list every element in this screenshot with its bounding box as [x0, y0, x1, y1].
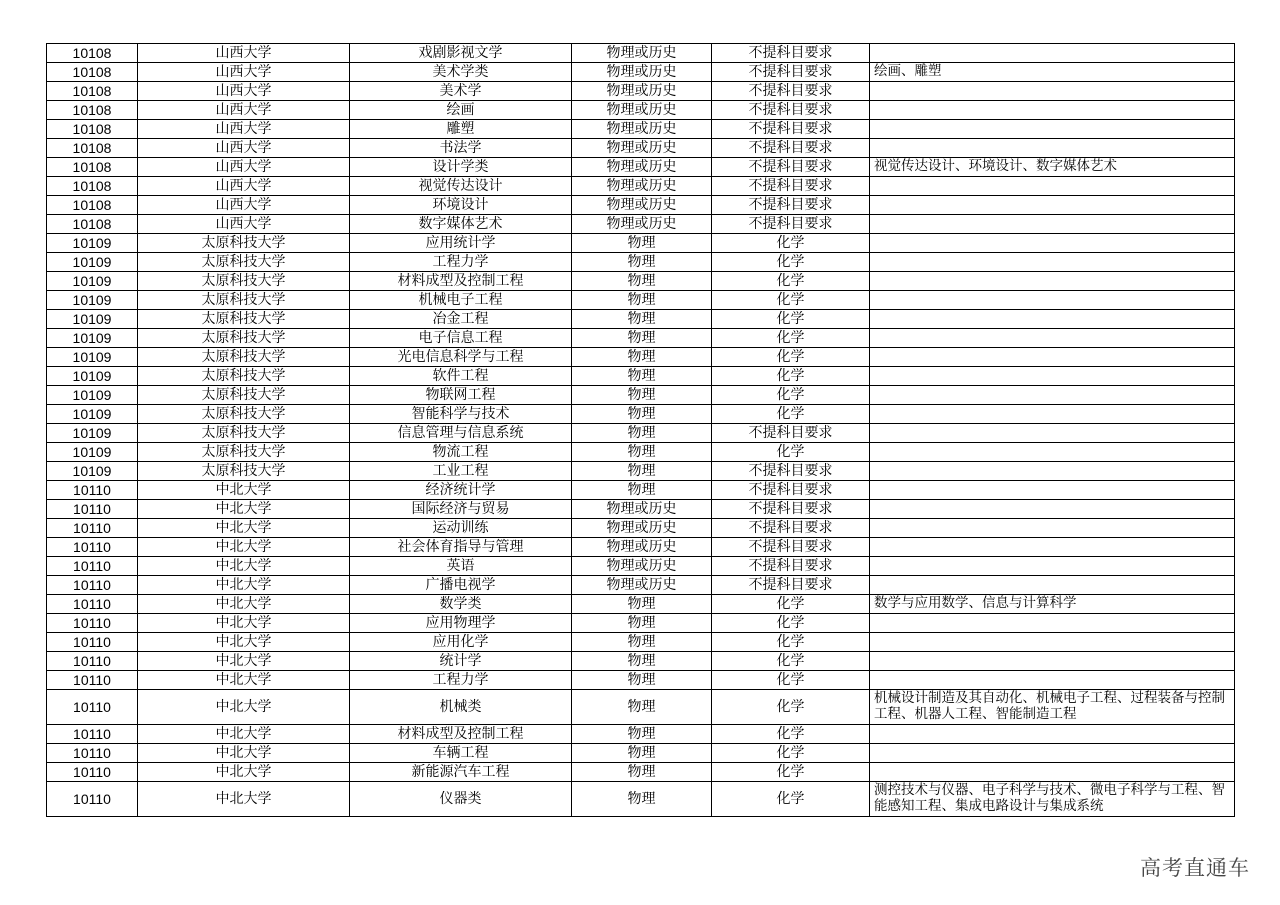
included-majors-cell: 数学与应用数学、信息与计算科学: [870, 595, 1235, 614]
table-row: [47, 500, 1235, 519]
table-row: [47, 329, 1235, 348]
table-row: [47, 763, 1235, 782]
table-row: [47, 671, 1235, 690]
included-majors-cell: [870, 633, 1235, 652]
secondary-subject-cell: 不提科目要求: [712, 82, 870, 101]
included-majors-cell: [870, 329, 1235, 348]
table-row: [47, 576, 1235, 595]
secondary-subject-cell: 不提科目要求: [712, 177, 870, 196]
school-code-cell: 10108: [47, 158, 138, 177]
secondary-subject-cell: 化学: [712, 367, 870, 386]
table-row: [47, 291, 1235, 310]
primary-subject-cell: 物理: [572, 424, 712, 443]
school-code-cell: 10110: [47, 690, 138, 725]
major-name-cell: 雕塑: [350, 120, 572, 139]
table-row: [47, 481, 1235, 500]
table-row: [47, 272, 1235, 291]
major-name-cell: 信息管理与信息系统: [350, 424, 572, 443]
major-name-cell: 物联网工程: [350, 386, 572, 405]
table-row: [47, 782, 1235, 817]
school-name-cell: 山西大学: [138, 196, 350, 215]
major-name-cell: 环境设计: [350, 196, 572, 215]
included-majors-cell: [870, 443, 1235, 462]
primary-subject-cell: 物理: [572, 405, 712, 424]
secondary-subject-cell: 不提科目要求: [712, 519, 870, 538]
school-code-cell: 10108: [47, 120, 138, 139]
primary-subject-cell: 物理: [572, 595, 712, 614]
secondary-subject-cell: 不提科目要求: [712, 139, 870, 158]
major-name-cell: 电子信息工程: [350, 329, 572, 348]
primary-subject-cell: 物理: [572, 671, 712, 690]
school-code-cell: 10108: [47, 44, 138, 63]
primary-subject-cell: 物理或历史: [572, 139, 712, 158]
secondary-subject-cell: 化学: [712, 614, 870, 633]
table-row: [47, 63, 1235, 82]
included-majors-cell: [870, 557, 1235, 576]
school-name-cell: 中北大学: [138, 538, 350, 557]
school-name-cell: 山西大学: [138, 63, 350, 82]
included-majors-cell: [870, 234, 1235, 253]
school-code-cell: 10110: [47, 652, 138, 671]
secondary-subject-cell: 化学: [712, 310, 870, 329]
primary-subject-cell: 物理: [572, 614, 712, 633]
school-name-cell: 中北大学: [138, 671, 350, 690]
school-code-cell: 10109: [47, 443, 138, 462]
primary-subject-cell: 物理: [572, 234, 712, 253]
school-code-cell: 10110: [47, 744, 138, 763]
included-majors-cell: [870, 310, 1235, 329]
school-code-cell: 10110: [47, 671, 138, 690]
included-majors-cell: [870, 763, 1235, 782]
table-row: [47, 424, 1235, 443]
school-name-cell: 中北大学: [138, 576, 350, 595]
primary-subject-cell: 物理: [572, 462, 712, 481]
major-name-cell: 广播电视学: [350, 576, 572, 595]
table-row: [47, 690, 1235, 725]
included-majors-cell: [870, 519, 1235, 538]
included-majors-cell: [870, 348, 1235, 367]
major-name-cell: 美术学: [350, 82, 572, 101]
school-code-cell: 10110: [47, 500, 138, 519]
school-code-cell: 10108: [47, 63, 138, 82]
included-majors-cell: 机械设计制造及其自动化、机械电子工程、过程装备与控制工程、机器人工程、智能制造工程: [870, 690, 1235, 725]
primary-subject-cell: 物理或历史: [572, 196, 712, 215]
secondary-subject-cell: 不提科目要求: [712, 196, 870, 215]
secondary-subject-cell: 化学: [712, 443, 870, 462]
included-majors-cell: [870, 177, 1235, 196]
included-majors-cell: [870, 196, 1235, 215]
table-row: [47, 44, 1235, 63]
school-code-cell: 10109: [47, 329, 138, 348]
included-majors-cell: [870, 500, 1235, 519]
school-code-cell: 10108: [47, 177, 138, 196]
included-majors-cell: [870, 139, 1235, 158]
primary-subject-cell: 物理: [572, 310, 712, 329]
table-body: [47, 44, 1235, 817]
table-row: [47, 614, 1235, 633]
school-code-cell: 10110: [47, 557, 138, 576]
school-code-cell: 10108: [47, 215, 138, 234]
included-majors-cell: [870, 272, 1235, 291]
included-majors-cell: [870, 405, 1235, 424]
included-majors-cell: [870, 576, 1235, 595]
school-name-cell: 中北大学: [138, 725, 350, 744]
school-code-cell: 10110: [47, 614, 138, 633]
school-code-cell: 10110: [47, 576, 138, 595]
school-name-cell: 中北大学: [138, 614, 350, 633]
table-row: [47, 177, 1235, 196]
school-name-cell: 太原科技大学: [138, 462, 350, 481]
secondary-subject-cell: 不提科目要求: [712, 424, 870, 443]
secondary-subject-cell: 化学: [712, 782, 870, 817]
primary-subject-cell: 物理或历史: [572, 519, 712, 538]
table-row: [47, 139, 1235, 158]
secondary-subject-cell: 化学: [712, 291, 870, 310]
table-row: [47, 595, 1235, 614]
major-name-cell: 数学类: [350, 595, 572, 614]
table-row: [47, 82, 1235, 101]
table-row: [47, 215, 1235, 234]
major-name-cell: 光电信息科学与工程: [350, 348, 572, 367]
primary-subject-cell: 物理或历史: [572, 538, 712, 557]
secondary-subject-cell: 不提科目要求: [712, 462, 870, 481]
school-code-cell: 10108: [47, 82, 138, 101]
major-name-cell: 软件工程: [350, 367, 572, 386]
major-name-cell: 工程力学: [350, 671, 572, 690]
school-code-cell: 10110: [47, 782, 138, 817]
primary-subject-cell: 物理: [572, 725, 712, 744]
included-majors-cell: [870, 386, 1235, 405]
school-code-cell: 10109: [47, 272, 138, 291]
major-name-cell: 书法学: [350, 139, 572, 158]
admission-requirements-table: [46, 43, 1235, 817]
table-row: [47, 744, 1235, 763]
school-name-cell: 中北大学: [138, 557, 350, 576]
secondary-subject-cell: 化学: [712, 348, 870, 367]
major-name-cell: 应用统计学: [350, 234, 572, 253]
secondary-subject-cell: 不提科目要求: [712, 557, 870, 576]
major-name-cell: 英语: [350, 557, 572, 576]
secondary-subject-cell: 不提科目要求: [712, 63, 870, 82]
included-majors-cell: 测控技术与仪器、电子科学与技术、微电子科学与工程、智能感知工程、集成电路设计与集成系统: [870, 782, 1235, 817]
school-code-cell: 10109: [47, 234, 138, 253]
school-name-cell: 太原科技大学: [138, 367, 350, 386]
major-name-cell: 物流工程: [350, 443, 572, 462]
school-name-cell: 太原科技大学: [138, 291, 350, 310]
secondary-subject-cell: 不提科目要求: [712, 158, 870, 177]
secondary-subject-cell: 化学: [712, 386, 870, 405]
school-name-cell: 太原科技大学: [138, 348, 350, 367]
major-name-cell: 仪器类: [350, 782, 572, 817]
primary-subject-cell: 物理: [572, 782, 712, 817]
major-name-cell: 运动训练: [350, 519, 572, 538]
secondary-subject-cell: 化学: [712, 725, 870, 744]
school-name-cell: 山西大学: [138, 177, 350, 196]
table-row: [47, 405, 1235, 424]
school-name-cell: 中北大学: [138, 500, 350, 519]
included-majors-cell: 绘画、雕塑: [870, 63, 1235, 82]
table-row: [47, 158, 1235, 177]
table-row: [47, 234, 1235, 253]
school-name-cell: 山西大学: [138, 44, 350, 63]
secondary-subject-cell: 化学: [712, 652, 870, 671]
major-name-cell: 视觉传达设计: [350, 177, 572, 196]
secondary-subject-cell: 不提科目要求: [712, 120, 870, 139]
major-name-cell: 社会体育指导与管理: [350, 538, 572, 557]
major-name-cell: 工程力学: [350, 253, 572, 272]
included-majors-cell: [870, 82, 1235, 101]
school-name-cell: 山西大学: [138, 139, 350, 158]
secondary-subject-cell: 不提科目要求: [712, 538, 870, 557]
primary-subject-cell: 物理或历史: [572, 158, 712, 177]
school-code-cell: 10109: [47, 462, 138, 481]
school-code-cell: 10108: [47, 196, 138, 215]
school-code-cell: 10110: [47, 538, 138, 557]
primary-subject-cell: 物理或历史: [572, 82, 712, 101]
primary-subject-cell: 物理: [572, 348, 712, 367]
included-majors-cell: [870, 725, 1235, 744]
school-name-cell: 太原科技大学: [138, 253, 350, 272]
school-name-cell: 山西大学: [138, 215, 350, 234]
school-name-cell: 太原科技大学: [138, 234, 350, 253]
major-name-cell: 数字媒体艺术: [350, 215, 572, 234]
primary-subject-cell: 物理: [572, 443, 712, 462]
school-code-cell: 10110: [47, 595, 138, 614]
included-majors-cell: [870, 215, 1235, 234]
school-name-cell: 太原科技大学: [138, 386, 350, 405]
included-majors-cell: [870, 101, 1235, 120]
school-code-cell: 10110: [47, 633, 138, 652]
secondary-subject-cell: 化学: [712, 272, 870, 291]
secondary-subject-cell: 化学: [712, 671, 870, 690]
primary-subject-cell: 物理: [572, 744, 712, 763]
school-name-cell: 太原科技大学: [138, 310, 350, 329]
included-majors-cell: [870, 462, 1235, 481]
secondary-subject-cell: 化学: [712, 633, 870, 652]
secondary-subject-cell: 不提科目要求: [712, 101, 870, 120]
primary-subject-cell: 物理或历史: [572, 557, 712, 576]
major-name-cell: 统计学: [350, 652, 572, 671]
school-name-cell: 中北大学: [138, 481, 350, 500]
included-majors-cell: [870, 291, 1235, 310]
primary-subject-cell: 物理或历史: [572, 44, 712, 63]
included-majors-cell: [870, 671, 1235, 690]
primary-subject-cell: 物理: [572, 652, 712, 671]
primary-subject-cell: 物理: [572, 272, 712, 291]
included-majors-cell: [870, 481, 1235, 500]
school-name-cell: 中北大学: [138, 782, 350, 817]
school-code-cell: 10108: [47, 101, 138, 120]
primary-subject-cell: 物理: [572, 481, 712, 500]
included-majors-cell: [870, 367, 1235, 386]
school-name-cell: 山西大学: [138, 82, 350, 101]
school-code-cell: 10110: [47, 519, 138, 538]
major-name-cell: 机械类: [350, 690, 572, 725]
major-name-cell: 设计学类: [350, 158, 572, 177]
table-row: [47, 519, 1235, 538]
school-name-cell: 中北大学: [138, 763, 350, 782]
table-row: [47, 348, 1235, 367]
watermark-text: 高考直通车: [1140, 856, 1250, 880]
table-row: [47, 633, 1235, 652]
table-row: [47, 557, 1235, 576]
secondary-subject-cell: 化学: [712, 253, 870, 272]
school-name-cell: 山西大学: [138, 101, 350, 120]
included-majors-cell: [870, 424, 1235, 443]
secondary-subject-cell: 不提科目要求: [712, 44, 870, 63]
primary-subject-cell: 物理: [572, 253, 712, 272]
included-majors-cell: [870, 44, 1235, 63]
primary-subject-cell: 物理: [572, 367, 712, 386]
school-name-cell: 太原科技大学: [138, 329, 350, 348]
major-name-cell: 智能科学与技术: [350, 405, 572, 424]
secondary-subject-cell: 化学: [712, 234, 870, 253]
school-name-cell: 山西大学: [138, 120, 350, 139]
major-name-cell: 工业工程: [350, 462, 572, 481]
school-name-cell: 太原科技大学: [138, 272, 350, 291]
major-name-cell: 材料成型及控制工程: [350, 272, 572, 291]
table-row: [47, 462, 1235, 481]
school-code-cell: 10110: [47, 763, 138, 782]
secondary-subject-cell: 化学: [712, 329, 870, 348]
school-name-cell: 太原科技大学: [138, 443, 350, 462]
major-name-cell: 应用化学: [350, 633, 572, 652]
table-row: [47, 101, 1235, 120]
school-name-cell: 中北大学: [138, 652, 350, 671]
included-majors-cell: [870, 614, 1235, 633]
secondary-subject-cell: 不提科目要求: [712, 500, 870, 519]
primary-subject-cell: 物理或历史: [572, 120, 712, 139]
table-row: [47, 253, 1235, 272]
school-name-cell: 太原科技大学: [138, 424, 350, 443]
primary-subject-cell: 物理: [572, 633, 712, 652]
major-name-cell: 应用物理学: [350, 614, 572, 633]
major-name-cell: 新能源汽车工程: [350, 763, 572, 782]
school-code-cell: 10109: [47, 291, 138, 310]
school-code-cell: 10109: [47, 405, 138, 424]
primary-subject-cell: 物理: [572, 291, 712, 310]
primary-subject-cell: 物理: [572, 329, 712, 348]
secondary-subject-cell: 化学: [712, 744, 870, 763]
primary-subject-cell: 物理: [572, 690, 712, 725]
major-name-cell: 美术学类: [350, 63, 572, 82]
school-code-cell: 10109: [47, 253, 138, 272]
school-name-cell: 中北大学: [138, 519, 350, 538]
major-name-cell: 绘画: [350, 101, 572, 120]
table-row: [47, 367, 1235, 386]
major-name-cell: 材料成型及控制工程: [350, 725, 572, 744]
school-name-cell: 太原科技大学: [138, 405, 350, 424]
primary-subject-cell: 物理或历史: [572, 63, 712, 82]
secondary-subject-cell: 不提科目要求: [712, 215, 870, 234]
primary-subject-cell: 物理: [572, 763, 712, 782]
school-code-cell: 10109: [47, 367, 138, 386]
school-code-cell: 10109: [47, 310, 138, 329]
included-majors-cell: [870, 253, 1235, 272]
secondary-subject-cell: 化学: [712, 690, 870, 725]
primary-subject-cell: 物理或历史: [572, 576, 712, 595]
primary-subject-cell: 物理或历史: [572, 215, 712, 234]
table-row: [47, 386, 1235, 405]
major-name-cell: 经济统计学: [350, 481, 572, 500]
major-name-cell: 冶金工程: [350, 310, 572, 329]
primary-subject-cell: 物理或历史: [572, 177, 712, 196]
school-name-cell: 山西大学: [138, 158, 350, 177]
secondary-subject-cell: 不提科目要求: [712, 576, 870, 595]
school-code-cell: 10109: [47, 424, 138, 443]
school-code-cell: 10109: [47, 386, 138, 405]
included-majors-cell: [870, 744, 1235, 763]
school-code-cell: 10109: [47, 348, 138, 367]
secondary-subject-cell: 不提科目要求: [712, 481, 870, 500]
major-name-cell: 车辆工程: [350, 744, 572, 763]
table-row: [47, 196, 1235, 215]
included-majors-cell: [870, 538, 1235, 557]
primary-subject-cell: 物理或历史: [572, 101, 712, 120]
secondary-subject-cell: 化学: [712, 595, 870, 614]
table-row: [47, 120, 1235, 139]
major-name-cell: 戏剧影视文学: [350, 44, 572, 63]
table-row: [47, 443, 1235, 462]
school-code-cell: 10108: [47, 139, 138, 158]
primary-subject-cell: 物理或历史: [572, 500, 712, 519]
school-name-cell: 中北大学: [138, 595, 350, 614]
secondary-subject-cell: 化学: [712, 763, 870, 782]
table-row: [47, 310, 1235, 329]
table-row: [47, 652, 1235, 671]
included-majors-cell: 视觉传达设计、环境设计、数字媒体艺术: [870, 158, 1235, 177]
school-name-cell: 中北大学: [138, 744, 350, 763]
primary-subject-cell: 物理: [572, 386, 712, 405]
school-name-cell: 中北大学: [138, 690, 350, 725]
major-name-cell: 机械电子工程: [350, 291, 572, 310]
included-majors-cell: [870, 120, 1235, 139]
school-code-cell: 10110: [47, 481, 138, 500]
major-name-cell: 国际经济与贸易: [350, 500, 572, 519]
school-name-cell: 中北大学: [138, 633, 350, 652]
table-row: [47, 725, 1235, 744]
school-code-cell: 10110: [47, 725, 138, 744]
secondary-subject-cell: 化学: [712, 405, 870, 424]
included-majors-cell: [870, 652, 1235, 671]
table-row: [47, 538, 1235, 557]
